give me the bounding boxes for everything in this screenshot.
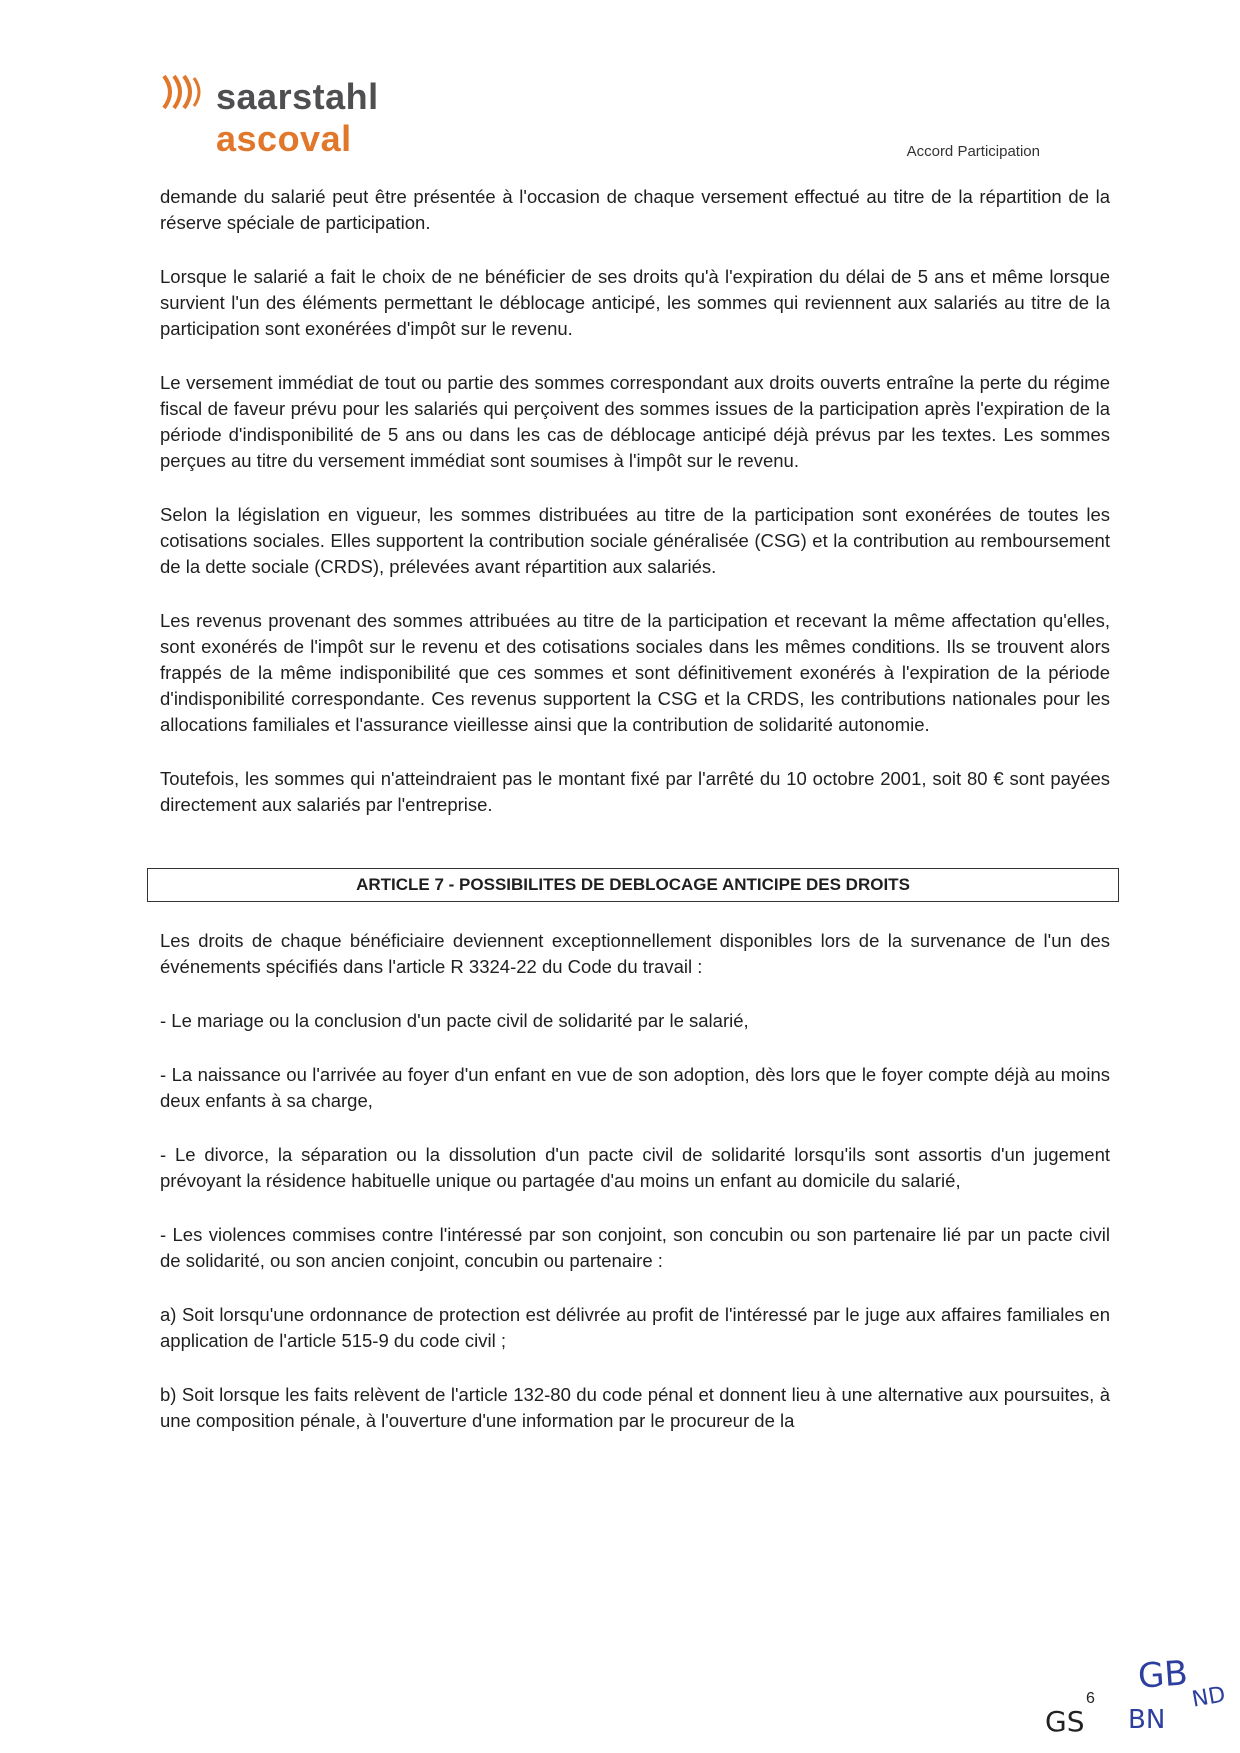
article-paragraph: Les droits de chaque bénéficiaire deviennent exceptionnellement disponibles lors de la survenance de l'un des événements spécifiés dans l'article R 3324-22 du Code du travail :: [160, 930, 1110, 977]
paragraph: Les revenus provenant des sommes attribuées au titre de la participation et recevant la même affectation qu'elles, sont exonérés de l'impôt sur le revenu et des cotisations sociales dans les mêmes conditions. Ils se trouvent alors frappés de la même indisponibilité que ces sommes et sont définitivement exonérés à l'expiration de la période d'indisponibilité correspondante. Ces revenus supportent la CSG et la CRDS, les contributions nationales pour les allocations familiales et l'assurance vieillesse ainsi que la contribution de solidarité autonomie.: [160, 610, 1110, 735]
document-body: [160, 184, 1110, 1462]
paragraph: Lorsque le salarié a fait le choix de ne bénéficier de ses droits qu'à l'expiration du délai de 5 ans et même lorsque survient l'un des éléments permettant le déblocage anticipé, les sommes qui reviennent aux salariés au titre de la participation sont exonérées d'impôt sur le revenu.: [160, 266, 1110, 339]
handwritten-initials-extra: ND: [1190, 1682, 1228, 1713]
document-title: Accord Participation: [906, 143, 1040, 160]
article-list-item: - Le divorce, la séparation ou la dissolution d'un pacte civil de solidarité lorsqu'ils sont assortis d'un jugement prévoyant la résidence habituelle unique ou partagée d'au moins un enfant au domicile du salarié,: [160, 1144, 1110, 1191]
article-list-item: - Le mariage ou la conclusion d'un pacte civil de solidarité par le salarié,: [160, 1010, 749, 1031]
paragraph: Le versement immédiat de tout ou partie des sommes correspondant aux droits ouverts entraîne la perte du régime fiscal de faveur prévu pour les salariés qui perçoivent des sommes issues de la participation après l'expiration de la période d'indisponibilité de 5 ans ou dans les cas de déblocage anticipé déjà prévus par les textes. Les sommes perçues au titre du versement immédiat sont soumises à l'impôt sur le revenu.: [160, 372, 1110, 471]
page-number: 6: [1086, 1690, 1095, 1707]
company-logo: [160, 68, 420, 158]
article-7-heading: ARTICLE 7 - POSSIBILITES DE DEBLOCAGE ANTICIPE DES DROITS: [147, 868, 1119, 902]
handwritten-initials-gs: GS: [1045, 1705, 1085, 1738]
paragraph: demande du salarié peut être présentée à l'occasion de chaque versement effectué au titre de la répartition de la réserve spéciale de participation.: [160, 186, 1110, 233]
paragraph: Toutefois, les sommes qui n'atteindraient pas le montant fixé par l'arrêté du 10 octobre 2001, soit 80 € sont payées directement aux salariés par l'entreprise.: [160, 768, 1110, 815]
logo-line-1: saarstahl: [216, 76, 379, 117]
article-sub-item: b) Soit lorsque les faits relèvent de l'article 132-80 du code pénal et donnent lieu à une alternative aux poursuites, à une composition pénale, à l'ouverture d'une information par le procureur de la: [160, 1384, 1110, 1431]
handwritten-initials-bn: BN: [1128, 1705, 1166, 1735]
article-list-item: - Les violences commises contre l'intéressé par son conjoint, son concubin ou son partenaire lié par un pacte civil de solidarité, ou son ancien conjoint, concubin ou partenaire :: [160, 1224, 1110, 1271]
chevron-logo-icon: [160, 72, 214, 112]
article-list-item: - La naissance ou l'arrivée au foyer d'un enfant en vue de son adoption, dès lors que le foyer compte déjà au moins deux enfants à sa charge,: [160, 1064, 1110, 1111]
handwritten-initials-gb: GB: [1136, 1653, 1190, 1697]
logo-line-2: ascoval: [216, 118, 352, 159]
paragraph: Selon la législation en vigueur, les sommes distribuées au titre de la participation sont exonérées de toutes les cotisations sociales. Elles supportent la contribution sociale généralisée (CSG) et la contribution au remboursement de la dette sociale (CRDS), prélevées avant répartition aux salariés.: [160, 504, 1110, 577]
article-sub-item: a) Soit lorsqu'une ordonnance de protection est délivrée au profit de l'intéressé par le juge aux affaires familiales en application de l'article 515-9 du code civil ;: [160, 1304, 1110, 1351]
